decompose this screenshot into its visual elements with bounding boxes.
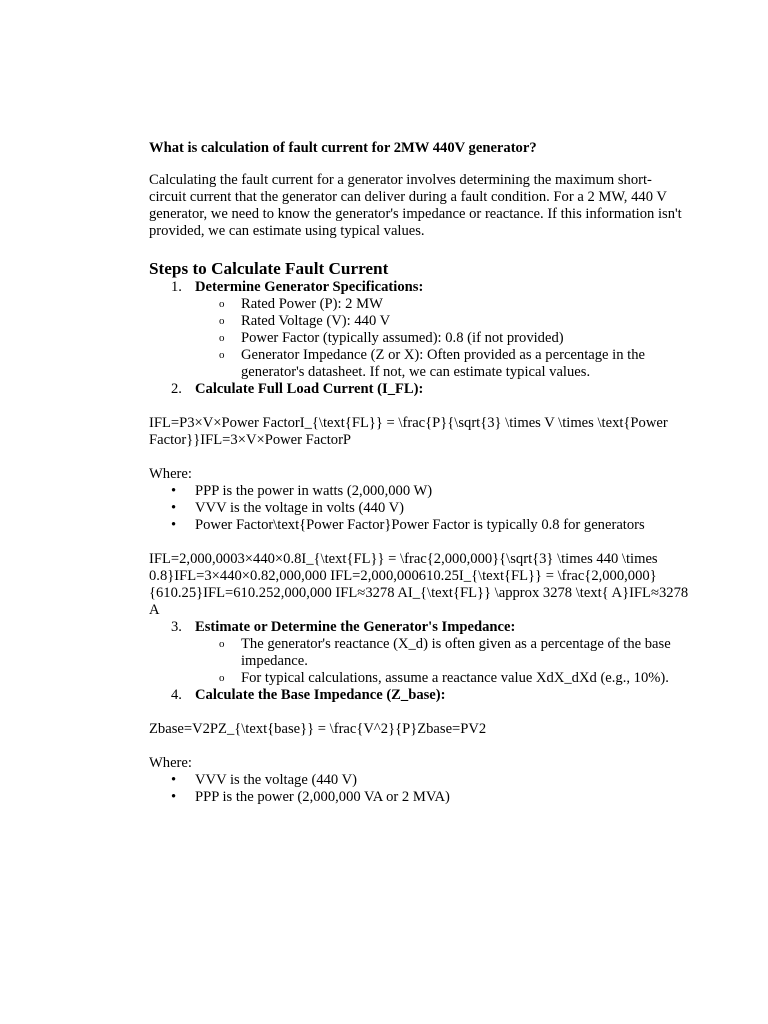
formula-zbase: Zbase=V2PZ_{\text{base}} = \frac{V^2}{P}Zbase=PV2 (149, 721, 487, 737)
where-list-1 (149, 483, 689, 534)
sub-item-text: Rated Voltage (V): 440 V (241, 313, 391, 329)
list-item (149, 772, 689, 789)
bullet-dot-icon: • (171, 500, 177, 516)
step-item (149, 279, 689, 381)
step-number: 1. (171, 279, 182, 295)
circle-bullet-icon: o (219, 349, 225, 361)
step-item (149, 619, 689, 687)
step-number: 2. (171, 381, 182, 397)
bullet-dot-icon: • (171, 517, 177, 533)
step-sub-list (195, 636, 689, 687)
list-item-text: Power Factor\text{Power Factor}Power Factor is typically 0.8 for generators (195, 517, 645, 533)
step-number: 4. (171, 687, 182, 703)
step-title: Estimate or Determine the Generator's Impedance: (195, 619, 516, 635)
sub-item (195, 636, 689, 670)
step-number: 3. (171, 619, 182, 635)
circle-bullet-icon: o (219, 672, 225, 684)
list-item-text: VVV is the voltage (440 V) (195, 772, 357, 788)
sub-item (195, 330, 689, 347)
list-item-text: PPP is the power (2,000,000 VA or 2 MVA) (195, 789, 450, 805)
list-item (149, 517, 689, 534)
step-sub-list (195, 296, 689, 381)
document-page (149, 139, 689, 806)
step-item (149, 381, 689, 398)
circle-bullet-icon: o (219, 332, 225, 344)
formula-ifl: IFL=P3×V×Power FactorI_{\text{FL}} = \frac{P}{\sqrt{3} \times V \times \text{Power Factor}}IFL=3×V×Power FactorP (149, 415, 668, 448)
sub-item-text: Power Factor (typically assumed): 0.8 (if not provided) (241, 330, 564, 346)
sub-item (195, 347, 689, 381)
list-item (149, 500, 689, 517)
step-title: Calculate Full Load Current (I_FL): (195, 381, 424, 397)
bullet-dot-icon: • (171, 772, 177, 788)
step-item (149, 687, 689, 704)
list-item (149, 483, 689, 500)
list-item-text: PPP is the power in watts (2,000,000 W) (195, 483, 433, 499)
sub-item-text: For typical calculations, assume a reactance value XdX_dXd (e.g., 10%). (241, 670, 669, 686)
sub-item-text: Rated Power (P): 2 MW (241, 296, 383, 312)
intro-paragraph: Calculating the fault current for a generator involves determining the maximum short-circuit current that the generator can deliver during a fault condition. For a 2 MW, 440 V generator, we need to know the generator's impedance or reactance. If this information isn't provided, we can estimate using typical values. (149, 172, 682, 239)
where-list-2 (149, 772, 689, 806)
step-title: Determine Generator Specifications: (195, 279, 424, 295)
step-title: Calculate the Base Impedance (Z_base): (195, 687, 446, 703)
sub-item (195, 313, 689, 330)
circle-bullet-icon: o (219, 638, 225, 650)
where-label: Where: (149, 466, 192, 482)
question-title: What is calculation of fault current for 2MW 440V generator? (149, 140, 537, 156)
sub-item (195, 296, 689, 313)
circle-bullet-icon: o (219, 315, 225, 327)
sub-item (195, 670, 689, 687)
sub-item-text: The generator's reactance (X_d) is often given as a percentage of the base impedance. (241, 636, 671, 669)
list-item-text: VVV is the voltage in volts (440 V) (195, 500, 405, 516)
bullet-dot-icon: • (171, 789, 177, 805)
section-heading: Steps to Calculate Fault Current (149, 259, 389, 278)
steps-list-b (149, 619, 689, 704)
where-label-2: Where: (149, 755, 192, 771)
formula-ifl-calculation: IFL=2,000,0003×440×0.8I_{\text{FL}} = \frac{2,000,000}{\sqrt{3} \times 440 \times 0.8}IFL=3×440×0.82,000,000 IFL=2,000,000610.25I_{\text{FL}} = \frac{2,000,000}{610.25}IFL=610.252,000,000 IFL≈3278 AI_{\text{FL}} \approx 3278 \text{ A}IFL≈3278 A (149, 551, 689, 618)
sub-item-text: Generator Impedance (Z or X): Often provided as a percentage in the generator's datasheet. If not, we can estimate typical values. (241, 347, 645, 380)
circle-bullet-icon: o (219, 298, 225, 310)
bullet-dot-icon: • (171, 483, 177, 499)
list-item (149, 789, 689, 806)
steps-list-a (149, 279, 689, 398)
